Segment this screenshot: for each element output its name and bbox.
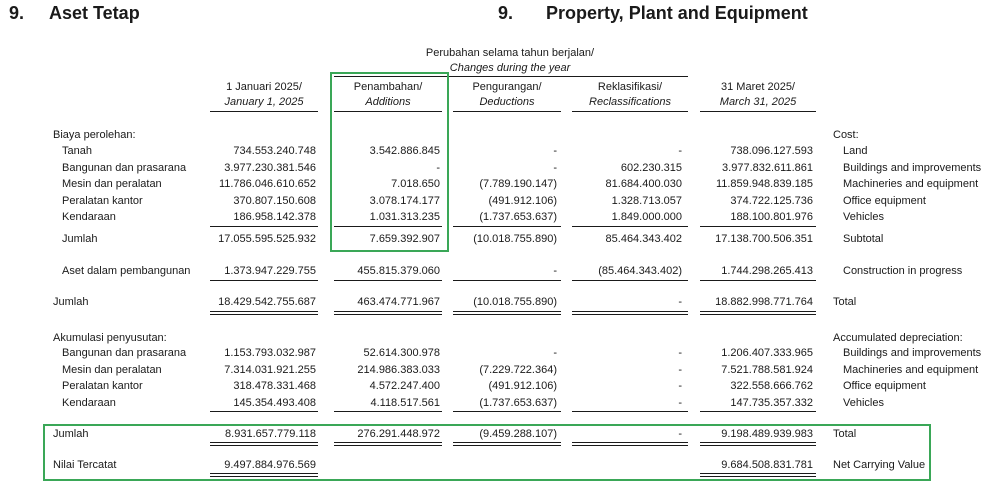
cip-rule [334,280,442,281]
cell-ded: (7.229.722.364) [479,364,557,376]
row-label-en: Buildings and improvements [843,347,982,359]
cell-mar: 9.684.508.831.781 [721,459,813,471]
col-header-mar-en: March 31, 2025 [719,96,797,108]
cell-ded: (491.912.106) [488,195,557,207]
cell-mar: 188.100.801.976 [730,211,813,223]
col-header-rec-en: Reclassifications [589,96,671,108]
depreciation-rule [334,411,442,412]
row-label: Bangunan dan prasarana [62,347,187,359]
cell-add: 7.018.650 [391,178,440,190]
cost-section-label-en: Cost: [833,129,859,141]
cell-jan: 1.373.947.229.755 [224,265,316,277]
row-label-en: Total [833,428,857,440]
col-header-jan-en: January 1, 2025 [224,96,304,108]
row-label-en: Buildings and improvements [843,162,982,174]
cell-jan: 11.786.046.610.652 [218,178,316,190]
section-title-id: Aset Tetap [49,3,140,23]
cell-add: 4.118.517.561 [370,397,440,409]
depreciation-rule [210,411,318,412]
cell-ded: (1.737.653.637) [479,211,557,223]
cell-mar: 147.735.357.332 [730,397,813,409]
row-label-en: Net Carrying Value [833,459,926,471]
row-label: Jumlah [53,296,89,308]
cell-mar: 7.521.788.581.924 [721,364,813,376]
cell-ded: (9.459.288.107) [479,428,557,440]
cell-jan: 7.314.031.921.255 [224,364,316,376]
cell-mar: 11.859.948.839.185 [715,178,813,190]
row-label: Peralatan kantor [62,380,143,392]
row-label: Kendaraan [62,211,116,223]
subtotal-rule [700,226,816,227]
cell-ded: (1.737.653.637) [479,397,557,409]
depreciation-section-label-en: Accumulated depreciation: [833,332,963,344]
cell-rec: - [678,380,682,392]
row-label: Mesin dan peralatan [62,364,162,376]
total-double-rule [700,311,816,315]
cell-jan: 8.931.657.779.118 [225,428,316,440]
cell-add: 276.291.448.972 [357,428,440,440]
cell-jan: 17.055.595.525.932 [218,233,316,245]
col-header-ded-en: Deductions [479,96,535,108]
cell-mar: 17.138.700.506.351 [715,233,813,245]
cell-mar: 18.882.998.771.764 [715,296,813,308]
col-header-add: Penambahan/ [353,81,423,93]
col-header-rec: Reklasifikasi/ [597,81,663,93]
cell-ded: - [553,145,557,157]
cell-mar: 738.096.127.593 [730,145,813,157]
cell-jan: 186.958.142.378 [233,211,316,223]
total-double-rule [572,311,688,315]
cell-rec: (85.464.343.402) [598,265,682,277]
cell-rec: - [678,347,682,359]
row-label: Mesin dan peralatan [62,178,162,190]
cip-rule [210,280,318,281]
cell-ded: - [553,265,557,277]
section-title-en: Property, Plant and Equipment [546,3,808,23]
cell-ded: - [553,162,557,174]
cip-rule [700,280,816,281]
cell-ded: (7.789.190.147) [479,178,557,190]
row-label-en: Total [833,296,857,308]
cell-jan: 145.354.493.408 [233,397,316,409]
total-double-rule [334,311,442,315]
cell-mar: 1.206.407.333.965 [721,347,813,359]
cell-jan: 318.478.331.468 [233,380,316,392]
cell-mar: 322.558.666.762 [730,380,813,392]
row-label-en: Construction in progress [843,265,963,277]
cell-add: 52.614.300.978 [363,347,440,359]
total-highlight-box [43,424,931,481]
cell-mar: 1.744.298.265.413 [721,265,813,277]
row-label-en: Office equipment [843,195,926,207]
row-label: Tanah [62,145,92,157]
cell-add: 3.542.886.845 [369,145,440,157]
total-double-rule [210,311,318,315]
cell-add: 214.986.383.033 [357,364,440,376]
cell-rec: - [678,397,682,409]
cell-rec: - [678,364,682,376]
group-header: Perubahan selama tahun berjalan/ [425,47,595,59]
cell-add: - [436,162,440,174]
row-label-en: Machineries and equipment [843,364,979,376]
cell-mar: 374.722.125.736 [730,195,813,207]
cell-rec: 1.849.000.000 [611,211,682,223]
col-header-rule [453,111,561,112]
depreciation-rule [572,411,688,412]
cell-add: 455.815.379.060 [357,265,440,277]
section-number-left: 9. [9,3,25,23]
cell-mar: 3.977.832.611.861 [722,162,813,174]
cell-add: 7.659.392.907 [369,233,440,245]
cell-mar: 9.198.489.939.983 [721,428,813,440]
col-header-ded: Pengurangan/ [472,81,542,93]
depreciation-rule [700,411,816,412]
col-header-rule [700,111,816,112]
col-header-jan: 1 Januari 2025/ [226,81,302,93]
section-number-right: 9. [498,3,514,23]
cell-jan: 9.497.884.976.569 [224,459,316,471]
row-label-en: Vehicles [843,211,884,223]
row-label-en: Land [843,145,868,157]
cell-add: 4.572.247.400 [369,380,440,392]
cell-rec: - [678,428,682,440]
row-label-en: Office equipment [843,380,926,392]
row-label: Jumlah [53,428,89,440]
cell-ded: (491.912.106) [488,380,557,392]
cell-rec: - [678,145,682,157]
row-label: Nilai Tercatat [53,459,117,471]
subtotal-rule [210,226,318,227]
row-label: Jumlah [62,233,98,245]
col-header-rule [572,111,688,112]
cell-ded: - [553,347,557,359]
cell-ded: (10.018.755.890) [473,233,557,245]
cell-rec: 85.464.343.402 [605,233,682,245]
cell-rec: 602.230.315 [620,162,682,174]
row-label: Aset dalam pembangunan [62,265,191,277]
depreciation-rule [453,411,561,412]
cell-rec: 1.328.713.057 [611,195,682,207]
cell-add: 3.078.174.177 [369,195,440,207]
row-label-en: Subtotal [843,233,884,245]
total-double-rule [453,311,561,315]
cell-rec: - [678,296,682,308]
cell-jan: 734.553.240.748 [233,145,316,157]
row-label: Kendaraan [62,397,116,409]
cell-jan: 18.429.542.755.687 [218,296,316,308]
cell-add: 1.031.313.235 [369,211,440,223]
col-header-add-en: Additions [365,96,411,108]
cost-section-label: Biaya perolehan: [53,129,136,141]
cell-jan: 370.807.150.608 [233,195,316,207]
row-label-en: Vehicles [843,397,884,409]
col-header-rule [210,111,318,112]
row-label: Peralatan kantor [62,195,143,207]
cell-jan: 1.153.793.032.987 [224,347,316,359]
row-label: Bangunan dan prasarana [62,162,187,174]
row-label-en: Machineries and equipment [843,178,979,190]
subtotal-rule [572,226,688,227]
cell-add: 463.474.771.967 [357,296,440,308]
additions-highlight-box [330,72,449,252]
cell-rec: 81.684.400.030 [605,178,682,190]
cell-jan: 3.977.230.381.546 [224,162,316,174]
cell-ded: (10.018.755.890) [473,296,557,308]
group-header-en: Changes during the year [449,62,571,74]
cip-rule [453,280,561,281]
depreciation-section-label: Akumulasi penyusutan: [53,332,167,344]
cip-rule [572,280,688,281]
col-header-mar: 31 Maret 2025/ [721,81,795,93]
subtotal-rule [453,226,561,227]
